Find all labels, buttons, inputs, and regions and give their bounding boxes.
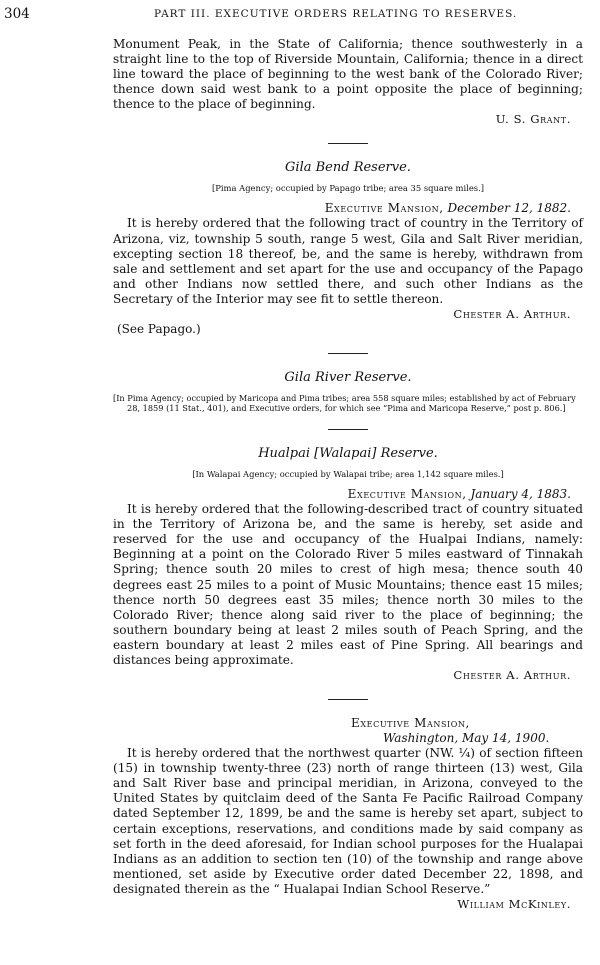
page-number: 304: [4, 6, 30, 22]
section-divider: [328, 143, 368, 144]
gila-bend-signature: Chester A. Arthur.: [453, 307, 571, 322]
hualpai-note: [In Walapai Agency; occupied by Walapai tribe; area 1,142 square miles.]: [192, 469, 504, 480]
gila-bend-title: Gila Bend Reserve.: [285, 160, 411, 176]
school-date: Washington, May 14, 1900.: [383, 731, 550, 746]
hualpai-body: It is hereby ordered that the following-described tract of country situated in the Territory of Arizona be, and the same is hereby, set aside and reserved for the use and occupancy of the Hualpai Indians, namely: Beginning at a point on the Colorado River 5 miles eastward of Tinnakah Spring; thence south 20 miles to crest of high mesa; thence south 40 degrees east 25 miles to a point of Music Mountains; thence east 15 miles; thence north 50 degrees east 35 miles; thence north 30 miles to the Colorado River; thence along said river to the place of beginning; the southern boundary being at least 2 miles south of Peach Spring, and the eastern boundary at least 2 miles east of Pine Spring. All bearings and distances being approximate.: [113, 502, 583, 667]
gila-bend-see-reference: (See Papago.): [117, 322, 201, 337]
gila-bend-mansion: Executive Mansion,: [324, 201, 444, 216]
hualpai-signature: Chester A. Arthur.: [453, 668, 571, 683]
section-divider: [328, 429, 368, 430]
section-divider: [328, 699, 368, 700]
school-mansion: Executive Mansion,: [351, 716, 470, 731]
text-column: [113, 37, 583, 912]
page-header: [4, 6, 586, 26]
opening-signature: U. S. Grant.: [495, 112, 571, 127]
gila-river-title: Gila River Reserve.: [284, 370, 412, 386]
gila-bend-date: December 12, 1882.: [447, 201, 571, 216]
gila-bend-note: [Pima Agency; occupied by Papago tribe; area 35 square miles.]: [211, 183, 485, 194]
school-body: It is hereby ordered that the northwest quarter (NW. ¼) of section fifteen (15) in township twenty-three (23) north of range thirteen (13) west, Gila and Salt River base and principal meridian, in Arizona, conveyed to the United States by quitclaim deed of the Santa Fe Pacific Railroad Company dated September 12, 1899, be and the same is hereby set apart, subject to certain exceptions, reservations, and conditions made by said company as set forth in the deed aforesaid, for Indian school purposes for the Hualapai Indians as an addition to section ten (10) of the township and range above mentioned, set aside by Executive order dated December 22, 1898, and designated therein as the “ Hualapai Indian School Reserve.”: [113, 746, 583, 896]
school-signature: William McKinley.: [457, 897, 571, 911]
hualpai-mansion: Executive Mansion,: [347, 487, 467, 502]
gila-bend-dateline: [113, 201, 571, 216]
hualpai-dateline: [113, 487, 571, 502]
gila-river-note: [In Pima Agency; occupied by Maricopa and Pima tribes; area 558 square miles; established by act of February 28, 1859 (11 Stat., 401), and Executive orders, for which see “Pima and Maricopa Reserve,” post p. 806.]: [113, 393, 576, 414]
gila-bend-body: It is hereby ordered that the following tract of country in the Territory of Arizona, viz, township 5 south, range 5 west, Gila and Salt River meridian, excepting section 18 thereof, be, and the same is hereby, withdrawn from sale and settlement and set apart for the use and occupancy of the Papago and other Indians now settled there, and such other Indians as the Secretary of the Interior may see fit to settle thereon.: [113, 216, 583, 306]
section-divider: [328, 353, 368, 354]
hualpai-date: January 4, 1883.: [470, 487, 571, 502]
opening-paragraph: Monument Peak, in the State of California; thence southwesterly in a straight line to the top of Riverside Mountain, California; thence in a direct line toward the place of beginning to the west bank of the Colorado River; thence down said west bank to a point opposite the place of beginning; thence to the place of beginning.: [113, 37, 583, 112]
running-title: PART III. EXECUTIVE ORDERS RELATING TO RESERVES.: [154, 8, 518, 20]
hualpai-title: Hualpai [Walapai] Reserve.: [258, 446, 438, 462]
